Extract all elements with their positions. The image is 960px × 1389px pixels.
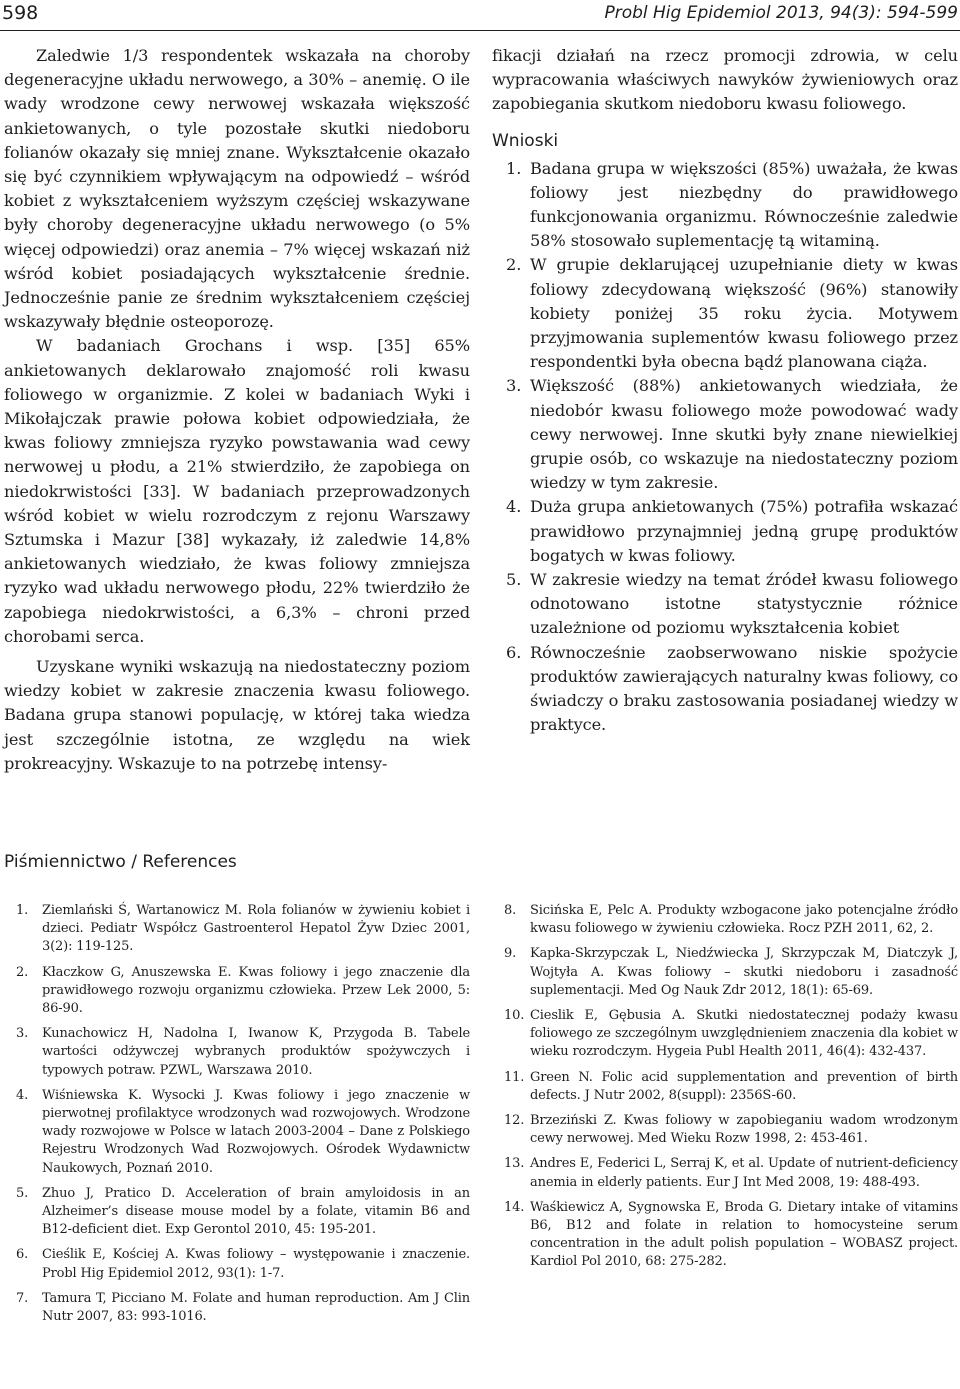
reference-number: 8. xyxy=(504,903,517,918)
references-heading: Piśmiennictwo / References xyxy=(4,852,237,872)
conclusion-text: Równocześnie zaobserwowano niskie spożycie produktów zawierających naturalny kwas foliowy, co świadczy o braku zastosowania posiadanej wiedzy w praktyce. xyxy=(530,642,958,735)
body-paragraph: Zaledwie 1/3 respondentek wskazała na choroby degeneracyjne układu nerwowego, a 30% – anemię. O ile wady wrodzone cewy nerwowej wskazała większość ankietowanych, o tyle pozostałe skutki niedoboru folianów okazały się mniej znane. Wykształcenie okazało się być czynnikiem wpływającym na odpowiedź – wśród kobiet z wykształceniem wyższym częściej wskazywane były choroby degeneracyjne układu nerwowego (o 5% więcej odpowiedzi) oraz anemia – 7% więcej wskazań niż wśród kobiet posiadających wykształcenie średnie. Jednocześnie panie ze średnim wykształceniem częściej wskazywały błędnie osteoporozę. xyxy=(4,46,470,332)
conclusion-number: 4. xyxy=(506,497,522,517)
conclusion-number: 5. xyxy=(506,570,522,590)
reference-number: 2. xyxy=(16,964,29,980)
reference-number: 12. xyxy=(504,1113,525,1129)
reference-text: Wiśniewska K. Wysocki J. Kwas foliowy i jego znaczenie w pierwotnej profilaktyce wrodzonych wad rozwojowych. Wrodzone wady rozwojowe w Polsce w latach 2003-2004 – Dane z Polskiego Rejestru Wrodzonych Wad Rozwojowych. Ośrodek Wydawnictw Naukowych, Poznań 2010. xyxy=(42,1087,470,1176)
body-paragraph: Uzyskane wyniki wskazują na niedostateczny poziom wiedzy kobiet w zakresie znaczenia kwasu foliowego. Badana grupa stanowi populację, w której taka wiedza jest szczególnie istotna, ze względu na wiek prokreacyjny. Wskazuje to na potrzebę intensy- xyxy=(4,657,470,773)
reference-number: 14. xyxy=(504,1199,525,1215)
body-paragraph: W badaniach Grochans i wsp. [35] 65% ankietowanych deklarowało znajomość roli kwasu foliowego w organizmie. Z kolei w badaniach Wyki i Mikołajczak prawie połowa kobiet odpowiedziała, że kwas foliowy zmniejsza ryzyko powstawania wad cewy nerwowej u płodu, a 21% stwierdziło, że zapobiega on niedokrwistości [33]. W badaniach przeprowadzonych wśród kobiet w wielu rozrodczym z rejonu Warszawy Sztumska i Mazur [38] wykazały, iż zaledwie 14,8% ankietowanych wiedziało, że kwas foliowy zmniejsza ryzyko wad układu nerwowego płodu, 22% twierdziło że zapobiega niedokrwistości, a 6,3% – chroni przed chorobami serca. xyxy=(4,336,470,646)
reference-item xyxy=(4,902,470,957)
reference-item xyxy=(492,1199,958,1272)
reference-item xyxy=(492,1007,958,1062)
reference-item xyxy=(4,1290,470,1326)
conclusion-number: 3. xyxy=(506,376,522,396)
reference-item xyxy=(492,1112,958,1148)
conclusion-item xyxy=(492,495,958,568)
reference-text: Ziemlański Ś, Wartanowicz M. Rola folianów w żywieniu kobiet i dzieci. Pediatr Współcz Gastroenterol Hepatol Żyw Dziec 2001, 3(2): 119-125. xyxy=(42,903,470,955)
conclusion-item xyxy=(492,374,958,495)
journal-citation: Probl Hig Epidemiol 2013, 94(3): 594-599 xyxy=(604,3,958,23)
body-paragraph-continuation: fikacji działań na rzecz promocji zdrowia, w celu wypracowania właściwych nawyków żywieniowych oraz zapobiegania skutkom niedoboru kwasu foliowego. xyxy=(492,46,958,114)
reference-item xyxy=(4,1246,470,1282)
references-right-column xyxy=(492,902,958,1279)
reference-number: 4. xyxy=(16,1087,29,1103)
reference-item xyxy=(4,1087,470,1178)
reference-item xyxy=(4,1025,470,1080)
reference-number: 13. xyxy=(504,1156,525,1172)
reference-text: Kunachowicz H, Nadolna I, Iwanow K, Przygoda B. Tabele wartości odżywczej wybranych produktów spożywczych i typowych potraw. PZWL, Warszawa 2010. xyxy=(42,1026,470,1078)
reference-text: Cieślik E, Kościej A. Kwas foliowy – występowanie i znaczenie. Probl Hig Epidemiol 2012, 93(1): 1-7. xyxy=(42,1247,470,1281)
reference-item xyxy=(4,964,470,1019)
reference-text: Green N. Folic acid supplementation and prevention of birth defects. J Nutr 2002, 8(suppl): 2356S-60. xyxy=(530,1069,958,1103)
conclusion-number: 1. xyxy=(506,158,522,178)
reference-item xyxy=(492,1155,958,1191)
left-text-column xyxy=(4,44,470,776)
conclusion-item xyxy=(492,568,958,641)
conclusion-item xyxy=(492,157,958,254)
page-header xyxy=(0,0,960,31)
reference-number: 1. xyxy=(16,903,29,918)
reference-text: Zhuo J, Pratico D. Acceleration of brain amyloidosis in an Alzheimer’s disease mouse model by a folate, vitamin B6 and B12-deficient diet. Exp Gerontol 2010, 45: 195-201. xyxy=(42,1185,470,1238)
reference-text: Cieslik E, Gębusia A. Skutki niedostatecznej podaży kwasu foliowego ze szczególnym uwzględnieniem znaczenia dla kobiet w wieku rozrodczym. Hygeia Publ Health 2011, 46(4): 432-437. xyxy=(530,1008,958,1060)
conclusion-item xyxy=(492,253,958,374)
reference-item xyxy=(4,1185,470,1240)
conclusion-number: 6. xyxy=(506,642,522,662)
references-left-column xyxy=(4,902,470,1333)
reference-item xyxy=(492,945,958,1000)
reference-number: 11. xyxy=(504,1069,525,1085)
right-text-column xyxy=(492,44,958,737)
conclusion-text: W grupie deklarującej uzupełnianie diety w kwas foliowy zdecydowaną większość (96%) stanowiły kobiety poniżej 35 roku życia. Motywem przyjmowania suplementów kwasu foliowego przez respondentki była obecna bądź planowana ciąża. xyxy=(530,255,958,372)
conclusion-text: Większość (88%) ankietowanych wiedziała, że niedobór kwasu foliowego może powodować wady cewy nerwowej. Inne skutki były znane niewielkiej grupie osób, co wskazuje na niedostateczny poziom wiedzy w tym zakresie. xyxy=(530,376,958,493)
reference-number: 5. xyxy=(16,1185,29,1201)
conclusion-item xyxy=(492,641,958,738)
conclusions-list xyxy=(492,157,958,738)
conclusion-text: Badana grupa w większości (85%) uważała, że kwas foliowy jest niezbędny do prawidłowego funkcjonowania organizmu. Równocześnie zaledwie 58% stosowało suplementację tą witaminą. xyxy=(530,158,958,251)
conclusion-number: 2. xyxy=(506,255,522,275)
reference-text: Waśkiewicz A, Sygnowska E, Broda G. Dietary intake of vitamins B6, B12 and folate in relation to homocysteine serum concentration in the adult polish population – WOBASZ project. Kardiol Pol 2010, 68: 275-282. xyxy=(530,1199,958,1270)
reference-text: Kłaczkow G, Anuszewska E. Kwas foliowy i jego znaczenie dla prawidłowego rozwoju organizmu człowieka. Przew Lek 2000, 5: 86-90. xyxy=(42,964,470,1017)
reference-item xyxy=(492,1069,958,1105)
conclusion-text: Duża grupa ankietowanych (75%) potrafiła wskazać prawidłowo przynajmniej jedną grupę produktów bogatych w kwas foliowy. xyxy=(530,497,958,565)
reference-number: 3. xyxy=(16,1026,29,1042)
reference-text: Andres E, Federici L, Serraj K, et al. Update of nutrient-deficiency anemia in elderly patients. Eur J Int Med 2008, 19: 488-493. xyxy=(530,1156,958,1190)
reference-number: 9. xyxy=(504,946,517,962)
conclusions-heading: Wnioski xyxy=(492,130,559,151)
reference-item xyxy=(492,902,958,938)
page-number: 598 xyxy=(2,2,39,24)
reference-text: Sicińska E, Pelc A. Produkty wzbogacone jako potencjalne źródło kwasu foliowego w żywieniu człowieka. Rocz PZH 2011, 62, 2. xyxy=(530,903,958,937)
reference-text: Tamura T, Picciano M. Folate and human reproduction. Am J Clin Nutr 2007, 83: 993-1016. xyxy=(42,1290,470,1325)
reference-text: Kapka-Skrzypczak L, Niedźwiecka J, Skrzypczak M, Diatczyk J, Wojtyła A. Kwas foliowy – skutki niedoboru i zasadność suplementacji. Med Og Nauk Zdr 2012, 18(1): 65-69. xyxy=(530,946,958,998)
reference-text: Brzeziński Z. Kwas foliowy w zapobieganiu wadom wrodzonym cewy nerwowej. Med Wieku Rozw 1998, 2: 453-461. xyxy=(530,1113,958,1147)
conclusion-text: W zakresie wiedzy na temat źródeł kwasu foliowego odnotowano istotne statystycznie różnice uzależnione od poziomu wykształcenia kobiet xyxy=(530,570,958,638)
reference-number: 10. xyxy=(504,1008,525,1024)
reference-number: 7. xyxy=(16,1290,29,1306)
reference-number: 6. xyxy=(16,1247,29,1263)
